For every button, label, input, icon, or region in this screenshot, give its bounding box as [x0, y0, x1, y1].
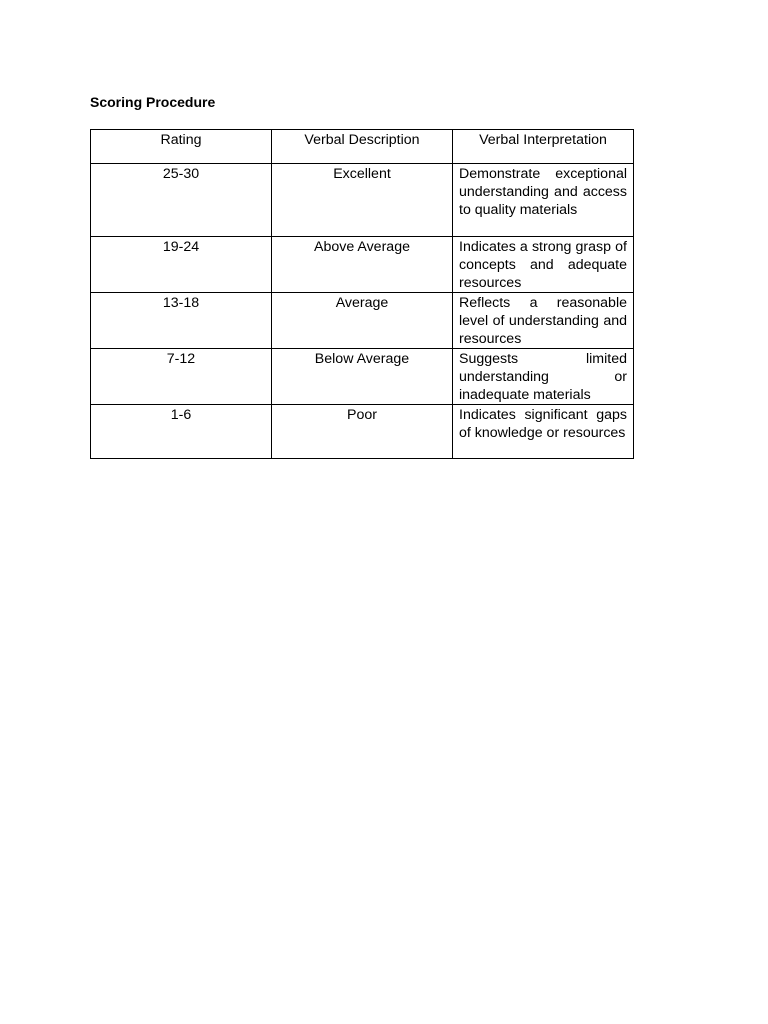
- table-row: [91, 405, 634, 459]
- scoring-table: [90, 129, 634, 459]
- header-rating: Rating: [91, 130, 272, 164]
- description-cell: Excellent: [272, 164, 453, 237]
- interpretation-cell: Reflects a reasonable level of understanding and resources: [453, 293, 634, 349]
- header-verbal-interpretation: Verbal Interpretation: [453, 130, 634, 164]
- rating-cell: 1-6: [91, 405, 272, 459]
- rating-cell: 13-18: [91, 293, 272, 349]
- interpretation-cell: Suggests limited understanding or inadequate materials: [453, 349, 634, 405]
- table-header-row: [91, 130, 634, 164]
- page-title: Scoring Procedure: [90, 94, 216, 110]
- interpretation-cell: Indicates a strong grasp of concepts and adequate resources: [453, 237, 634, 293]
- description-cell: Above Average: [272, 237, 453, 293]
- rating-cell: 7-12: [91, 349, 272, 405]
- description-cell: Poor: [272, 405, 453, 459]
- table-row: [91, 349, 634, 405]
- table-row: [91, 164, 634, 237]
- interpretation-cell: Demonstrate exceptional understanding and access to quality materials: [453, 164, 634, 237]
- table-row: [91, 237, 634, 293]
- header-verbal-description: Verbal Description: [272, 130, 453, 164]
- rating-cell: 25-30: [91, 164, 272, 237]
- rating-cell: 19-24: [91, 237, 272, 293]
- interpretation-cell: Indicates significant gaps of knowledge or resources: [453, 405, 634, 459]
- description-cell: Average: [272, 293, 453, 349]
- table-row: [91, 293, 634, 349]
- description-cell: Below Average: [272, 349, 453, 405]
